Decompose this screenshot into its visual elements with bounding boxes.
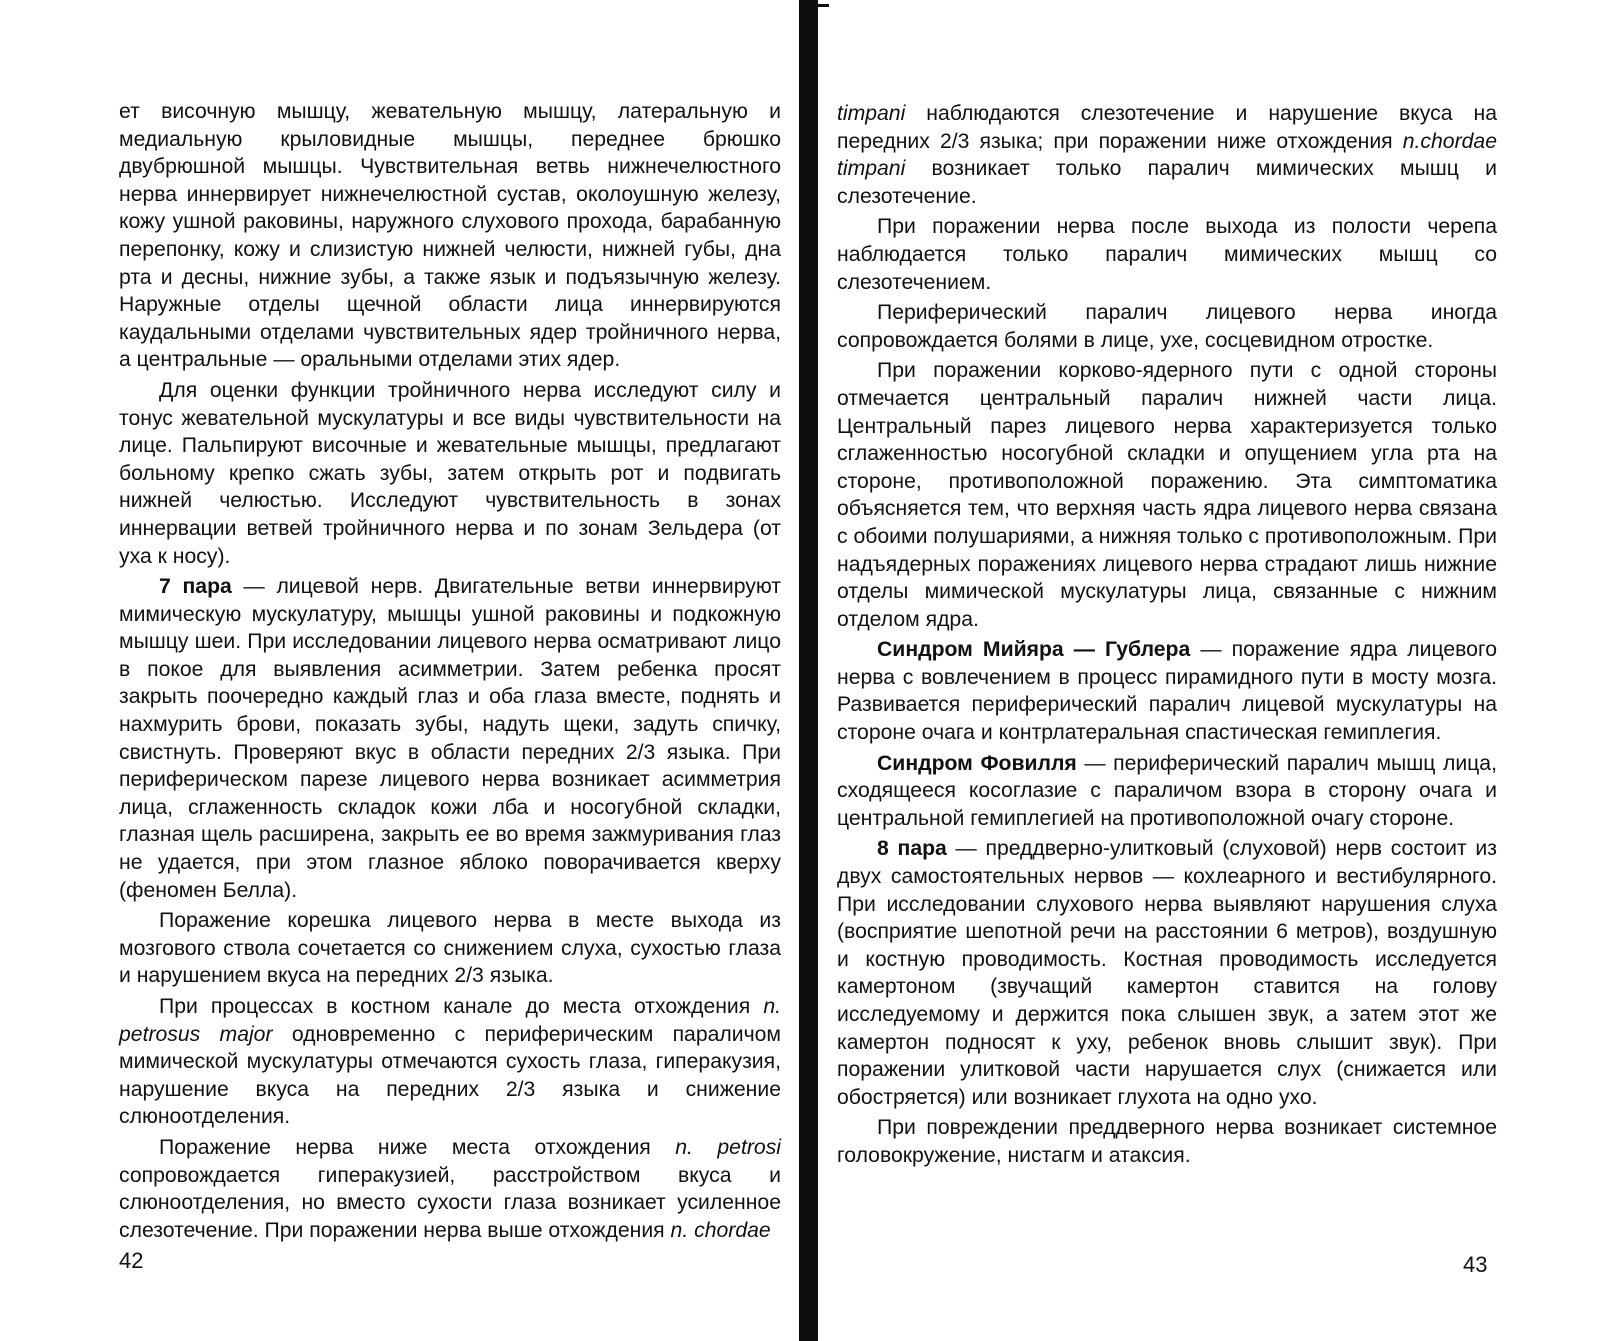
left-paragraph-5-text-a: При процессах в костном канале до места отхождения (159, 995, 764, 1018)
left-paragraph-6-text-b: сопровождается гиперакузией, расстройством вкуса и слюноотделения, но вместо сухости глаза возникает усиленное слезотечение. При поражении нерва выше отхождения (119, 1163, 781, 1242)
right-paragraph-7 (837, 835, 1497, 1111)
term-chordae-timpani: n.chordae timpani (837, 129, 1497, 181)
left-paragraph-2: Для оценки функции тройничного нерва исследуют силу и тонус жевательной мускулатуры и все виды чувствительности на лице. Пальпируют височные и жевательные мышцы, предлагают больному крепко сжать зубы, затем открыть рот и подвигать нижней челюстью. Исследуют чувствительность в зонах иннервации ветвей тройничного нерва и по зонам Зельдера (от уха к носу). (119, 378, 781, 568)
left-paragraph-1: ет височную мышцу, жевательную мышцу, латеральную и медиальную крыловидные мышцы, переднее брюшко двубрюшной мышцы. Чувствительная ветвь нижнечелюстного нерва иннервирует нижнечелюстной сустав, околоушную железу, кожу ушной раковины, наружного слухового прохода, барабанную перепонку, кожу и слизистую нижней челюсти, нижней губы, дна рта и десны, нижние зубы, а также язык и подъязычную железу. Наружные отделы щечной области лица иннервируются каудальными отделами чувствительных ядер тройничного нерва, а центральные — оральными отделами этих ядер. (119, 100, 781, 372)
right-page-text (837, 100, 1497, 1170)
heading-8-pair: 8 пара (877, 837, 947, 861)
book-spine-cap (799, 4, 829, 7)
heading-foville: Синдром Фовилля (877, 751, 1077, 775)
term-chordae: n. chordae (670, 1218, 771, 1242)
right-paragraph-8: При повреждении преддверного нерва возникает системное головокружение, нистагм и атаксия. (837, 1116, 1497, 1167)
right-paragraph-1-text-b: возникает только паралич мимических мышц и слезотечение. (837, 157, 1497, 208)
right-paragraph-5 (837, 636, 1497, 746)
left-paragraph-5 (119, 993, 781, 1131)
page-number-right: 43 (1463, 1252, 1488, 1277)
heading-7-pair: 7 пара (159, 575, 232, 599)
heading-millard-gubler: Синдром Мийяра — Гублера (877, 638, 1191, 662)
left-paragraph-3 (119, 573, 781, 904)
right-paragraph-7-text: — преддверно-улитковый (слуховой) нерв состоит из двух самостоятельных нервов — кохлеарного и вестибулярного. При исследовании слухового нерва выявляют нарушения слуха (восприятие шепотной речи на расстоянии 6 метров), воздушную и костную проводимость. Костная проводимость исследуется камертоном (звучащий камертон ставится на голову исследуемому и держится пока слышен звук, а затем этот же камертон подносят к уху, ребенок вновь слышит звук). При поражении улитковой части нарушается слух (снижается или обостряется) или возникает глухота на одно ухо. (837, 837, 1497, 1109)
right-paragraph-6-text: — периферический паралич мышц лица, сходящееся косоглазие с параличом взора в сторону очага и центральной гемиплегией на противоположной очагу стороне. (837, 751, 1497, 830)
left-paragraph-6 (119, 1134, 781, 1244)
left-paragraph-4: Поражение корешка лицевого нерва в месте выхода из мозгового ствола сочетается со снижением слуха, сухостью глаза и нарушением вкуса на передних 2/3 языка. (119, 909, 781, 988)
book-spine-shadow (799, 0, 818, 1341)
page-number-left: 42 (119, 1248, 144, 1273)
term-petrosi: n. petrosi (675, 1135, 781, 1159)
left-paragraph-6-text-a: Поражение нерва ниже места отхождения (159, 1135, 676, 1159)
right-paragraph-4: При поражении корково-ядерного пути с одной стороны отмечается центральный паралич нижней части лица. Центральный парез лицевого нерва характеризуется только сглаженностью носогубной складки и опущением угла рта на стороне, противоположной поражению. Эта симптоматика объясняется тем, что верхняя часть ядра лицевого нерва связана с обоими полушариями, а нижняя только с противоположным. При надъядерных поражениях лицевого нерва страдают лишь нижние отделы мимической мускулатуры лица, связанные с нижним отделом ядра. (837, 359, 1497, 631)
right-paragraph-3: Периферический паралич лицевого нерва иногда сопровождается болями в лице, ухе, сосцевидном отростке. (837, 301, 1497, 352)
right-paragraph-1 (837, 100, 1497, 210)
right-paragraph-6 (837, 750, 1497, 833)
left-page-text (119, 98, 781, 1244)
left-paragraph-3-text: — лицевой нерв. Двигательные ветви иннервируют мимическую мускулатуру, мышцы ушной раковины и подкожную мышцу шеи. При исследовании лицевого нерва осматривают лицо в покое для выявления асимметрии. Затем ребенка просят закрыть поочередно каждый глаз и оба глаза вместе, поднять и нахмурить брови, показать зубы, надуть щеки, задуть спичку, свистнуть. Проверяют вкус в области передних 2/3 языка. При периферическом парезе лицевого нерва возникает асимметрия лица, сглаженность складок кожи лба и носогубной складки, глазная щель расширена, закрыть ее во время зажмуривания глаз не удается, при этом глазное яблоко поворачивается кверху (феномен Белла). (119, 575, 781, 902)
term-petrosus-major: n. petrosus major (119, 995, 781, 1046)
right-paragraph-2: При поражении нерва после выхода из полости черепа наблюдается только паралич мимических мышц со слезотечением. (837, 215, 1497, 294)
left-paragraph-5-text-b: одновременно с периферическим параличом мимической мускулатуры отмечаются сухость глаза, гиперакузия, нарушение вкуса на передних 2/3 языка и снижение слюноотделения. (119, 1022, 781, 1129)
right-paragraph-1-text-a: наблюдаются слезотечение и нарушение вкуса на передних 2/3 языка; при поражении ниже отхождения (837, 102, 1497, 153)
right-paragraph-5-text: — поражение ядра лицевого нерва с вовлечением в процесс пирамидного пути в мосту мозга. Развивается периферический паралич лицевой мускулатуры на стороне очага и контрлатеральная спастическая гемиплегия. (837, 638, 1497, 745)
term-timpani: timpani (837, 102, 906, 125)
